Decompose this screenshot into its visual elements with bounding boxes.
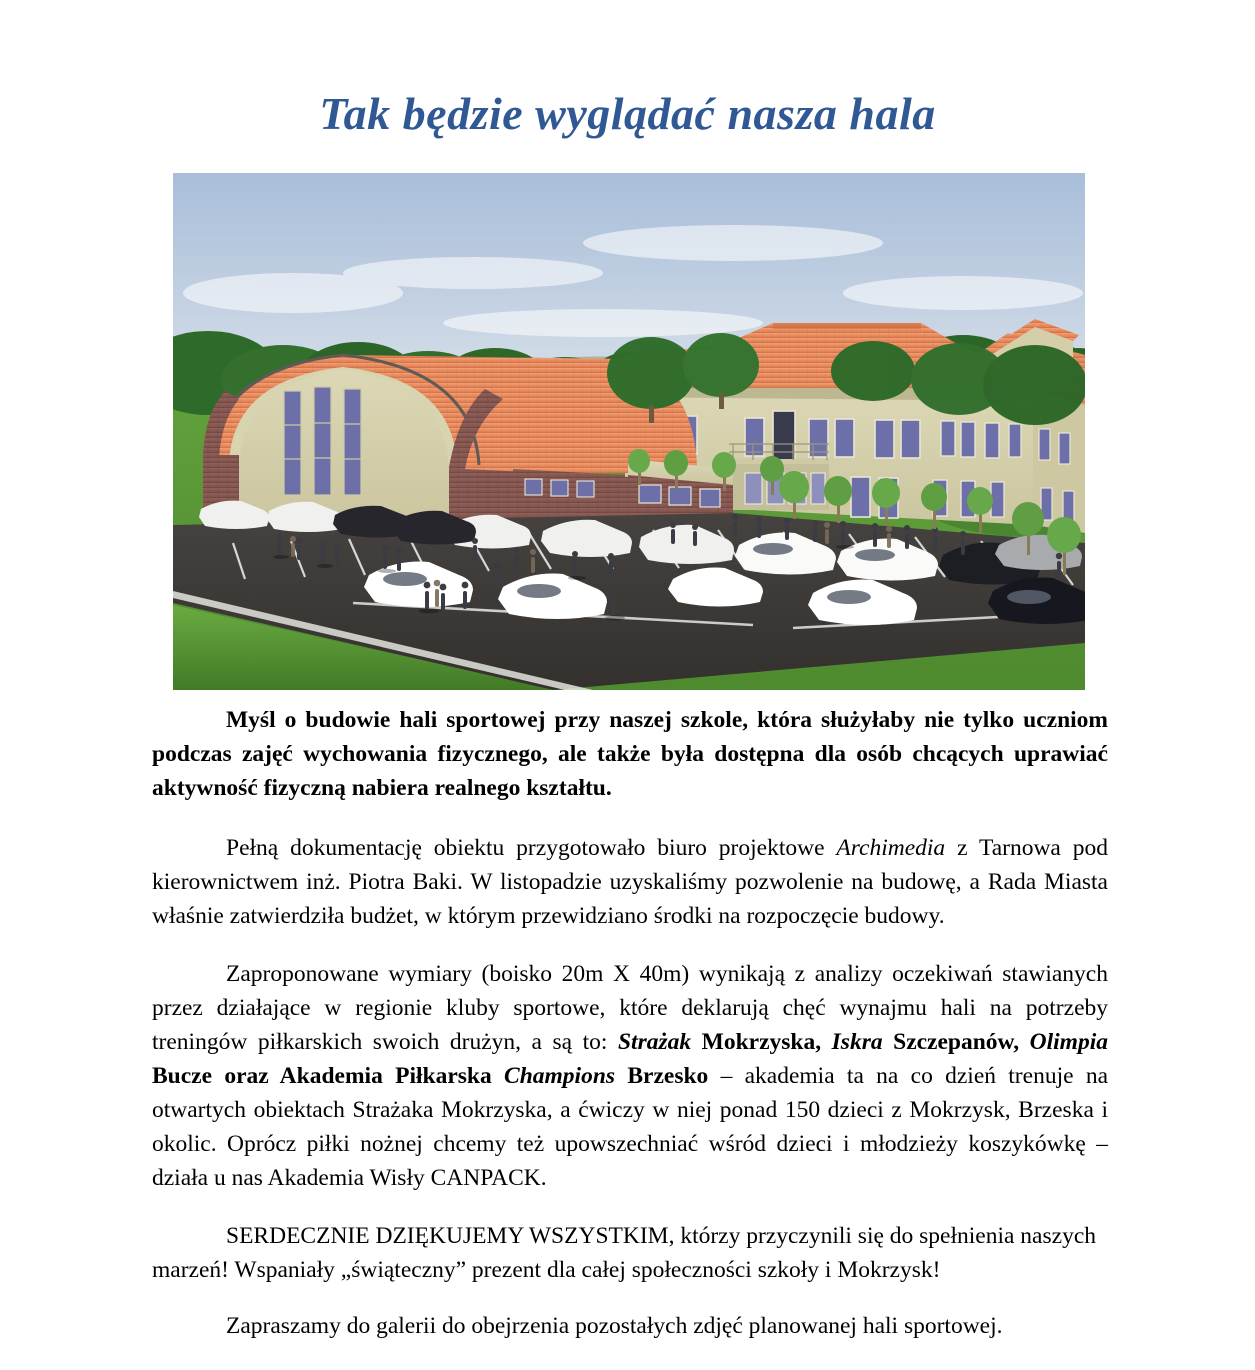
rendering-illustration (173, 173, 1085, 690)
paragraph-documentation: Pełną dokumentację obiektu przygotowało biuro projektowe Archimedia z Tarnowa pod kierownictwem inż. Piotra Baki. W listopadzie uzyskaliśmy pozwolenie na budowę, a Rada Miasta właśnie zatwierdziła budżet, w którym przewidziano środki na rozpoczęcie budowy. (152, 835, 1108, 929)
sports-hall-windows (284, 387, 361, 495)
paragraph-intro: Myśl o budowie hali sportowej przy naszej szkole, która służyłaby nie tylko uczniom podczas zajęć wychowania fizycznego, ale także była dostępna dla osób chcących uprawiać aktywność fizyczną nabiera realnego kształtu. (152, 707, 1108, 801)
paragraph-thanks: SERDECZNIE DZIĘKUJEMY WSZYSTKIM, którzy przyczynili się do spełnienia naszych marzeń! Wspaniały „świąteczny” prezent dla całej społeczności szkoły i Mokrzysk! (152, 1223, 1096, 1283)
page-title: Tak będzie wyglądać nasza hala (319, 88, 936, 139)
hall-low-windows (525, 479, 594, 497)
balcony-door (773, 411, 795, 461)
architectural-rendering-image (173, 173, 1085, 690)
paragraph-gallery-invite: Zapraszamy do galerii do obejrzenia pozostałych zdjęć planowanej hali sportowej. (226, 1313, 1003, 1339)
article-body (152, 703, 1108, 1343)
paragraph-dimensions-clubs: Zaproponowane wymiary (boisko 20m X 40m) wynikają z analizy oczekiwań stawianych przez działające w regionie kluby sportowe, które deklarują chęć wynajmu hali na potrzeby treningów piłkarskich swoich drużyn, a są to: Strażak Mokrzyska, Iskra Szczepanów, Olimpia Bucze oraz Akademia Piłkarska Champions Brzesko – akademia ta na co dzień trenuje na otwartych obiektach Strażaka Mokrzyska, a ćwiczy w niej ponad 150 dzieci z Mokrzysk, Brzeska i okolic. Oprócz piłki nożnej chcemy też upowszechniać wśród dzieci i młodzieży koszykówkę – działa u nas Akademia Wisły CANPACK. (152, 961, 1108, 1191)
